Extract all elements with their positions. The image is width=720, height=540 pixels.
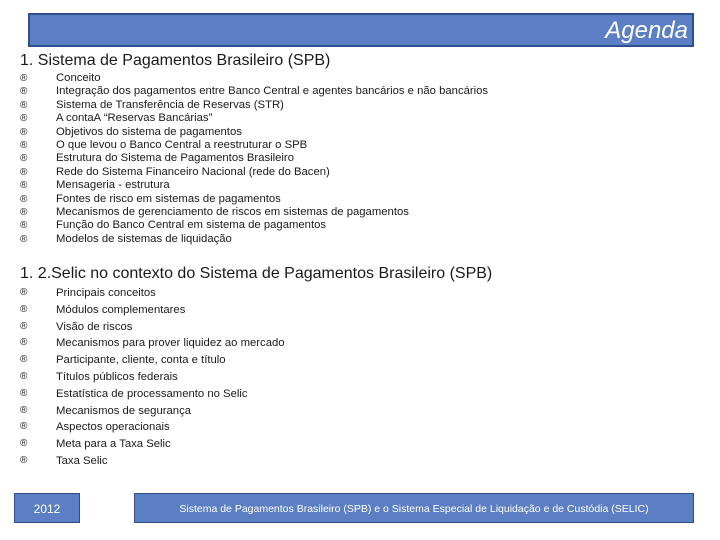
list-item-text: Títulos públicos federais xyxy=(56,370,178,383)
list-item-text: Modelos de sistemas de liquidação xyxy=(56,232,232,245)
bullet-icon: ® xyxy=(20,126,28,138)
bullet-icon: ® xyxy=(20,438,28,450)
list-item-text: Módulos complementares xyxy=(56,303,186,316)
list-item-text: Conceito xyxy=(56,72,101,84)
bullet-icon: ® xyxy=(20,73,28,84)
list-item-text: Função do Banco Central em sistema de pagamentos xyxy=(56,219,327,232)
list-item-text: Integração dos pagamentos entre Banco Central e agentes bancários e não bancários xyxy=(56,85,489,98)
list-item-text: Participante, cliente, conta e título xyxy=(56,354,226,367)
page-title: Agenda xyxy=(605,17,688,44)
list-item-text: Estrutura do Sistema de Pagamentos Brasileiro xyxy=(56,152,294,165)
list-item-text: Taxa Selic xyxy=(56,454,108,467)
footer-title: Sistema de Pagamentos Brasileiro (SPB) e o Sistema Especial de Liquidação e de Custódia (SELIC) xyxy=(134,493,694,523)
list-item-text: Rede do Sistema Financeiro Nacional (rede do Bacen) xyxy=(56,165,330,178)
list-item-text: Mecanismos de gerenciamento de riscos em sistemas de pagamentos xyxy=(56,205,409,218)
bullet-icon: ® xyxy=(20,166,28,178)
bullet-icon: ® xyxy=(20,287,28,298)
bullet-icon: ® xyxy=(20,180,28,192)
bullet-icon: ® xyxy=(20,303,28,315)
list-item-text: Sistema de Transferência de Reservas (STR) xyxy=(56,98,284,111)
list-item-text: Principais conceitos xyxy=(56,287,156,299)
list-item-text: Objetivos do sistema de pagamentos xyxy=(56,125,242,138)
list-item-text: O que levou o Banco Central a reestruturar o SPB xyxy=(56,138,308,151)
bullet-icon: ® xyxy=(20,193,28,205)
bullet-icon: ® xyxy=(20,454,28,466)
list-item-text: Meta para a Taxa Selic xyxy=(56,438,171,451)
bullet-icon: ® xyxy=(20,404,28,416)
bullet-icon: ® xyxy=(20,421,28,433)
section-title-selic: 1. 2.Selic no contexto do Sistema de Pagamentos Brasileiro (SPB) xyxy=(20,265,493,282)
list-item-text: Mecanismos para prover liquidez ao mercado xyxy=(56,337,285,350)
list-item-text: Mecanismos de segurança xyxy=(56,404,192,417)
bullet-icon: ® xyxy=(20,370,28,382)
bullet-icon: ® xyxy=(20,206,28,218)
bullet-icon: ® xyxy=(20,233,28,245)
bullet-icon: ® xyxy=(20,99,28,111)
list-item-text: Visão de riscos xyxy=(56,320,133,333)
bullet-icon: ® xyxy=(20,153,28,165)
list-item-text: Aspectos operacionais xyxy=(56,421,170,434)
bullet-icon: ® xyxy=(20,320,28,332)
bullet-icon: ® xyxy=(20,354,28,366)
list-item-text: A contaA “Reservas Bancárias” xyxy=(56,112,213,125)
section-title-spb: 1. Sistema de Pagamentos Brasileiro (SPB) xyxy=(20,52,331,69)
footer-year: 2012 xyxy=(14,493,80,523)
bullet-icon: ® xyxy=(20,113,28,125)
bullet-icon: ® xyxy=(20,220,28,232)
list-item-text: Estatística de processamento no Selic xyxy=(56,387,248,400)
bullet-icon: ® xyxy=(20,337,28,349)
list-item-text: Fontes de risco em sistemas de pagamentos xyxy=(56,192,281,205)
bullet-icon: ® xyxy=(20,86,28,98)
list-item-text: Mensageria - estrutura xyxy=(56,179,170,192)
bullet-icon: ® xyxy=(20,387,28,399)
header-bar xyxy=(28,13,694,47)
bullet-icon: ® xyxy=(20,139,28,151)
